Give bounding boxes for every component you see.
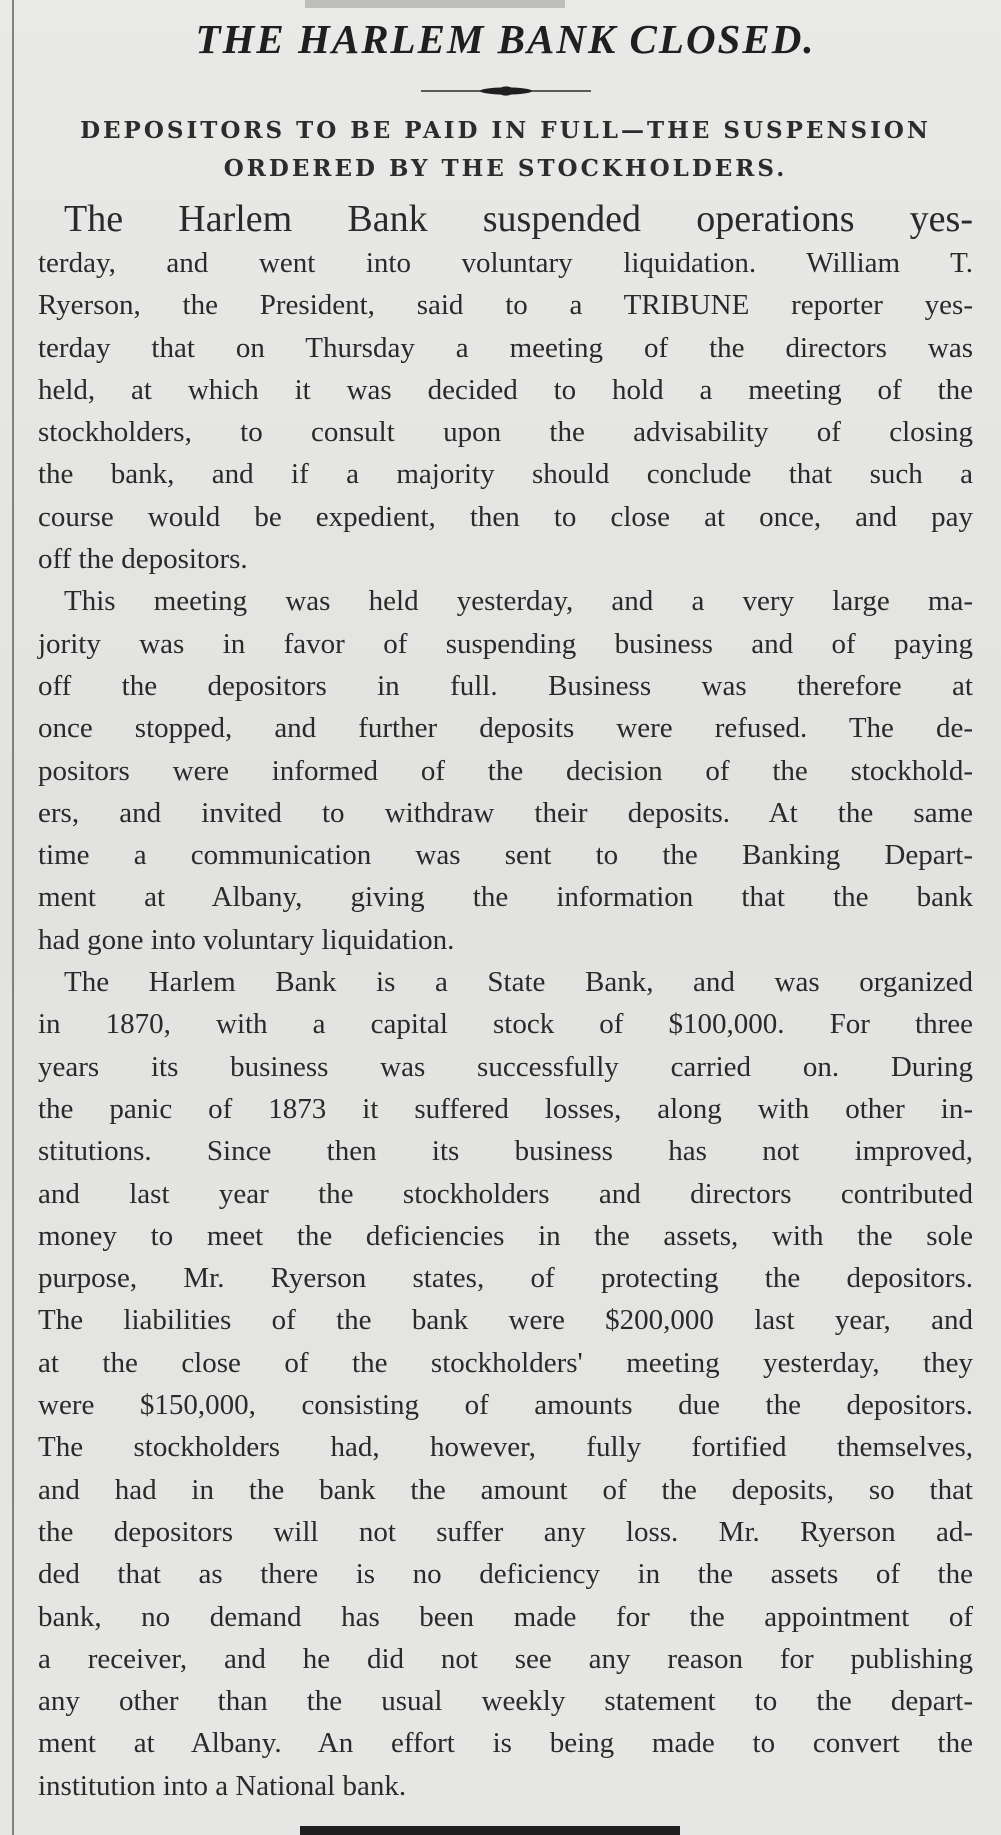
text-line: Ryerson, the President, said to a TRIBUNE reporter yes- — [38, 289, 973, 322]
text-line: The Harlem Bank is a State Bank, and was organized — [64, 966, 973, 999]
text-line: The stockholders had, however, fully fortified themselves, — [38, 1431, 973, 1464]
article — [38, 14, 973, 1807]
text-line: time a communication was sent to the Banking Depart- — [38, 839, 973, 872]
subheadline-line: DEPOSITORS TO BE PAID IN FULL—THE SUSPENSION — [80, 117, 931, 144]
text-line: and had in the bank the amount of the deposits, so that — [38, 1473, 973, 1506]
text-line: terday, and went into voluntary liquidation. William T. — [38, 247, 973, 279]
text-line: the panic of 1873 it suffered losses, along with other in- — [38, 1092, 973, 1125]
text-line: a receiver, and he did not see any reason for publishing — [38, 1642, 973, 1675]
subheadline-line: ORDERED BY THE STOCKHOLDERS. — [223, 155, 788, 182]
text-line: in 1870, with a capital stock of $100,000. For three — [38, 1008, 973, 1041]
column-rule — [12, 0, 14, 1835]
text-line: off the depositors in full. Business was therefore at — [38, 669, 973, 702]
top-rule-fragment — [305, 0, 565, 8]
text-line: ded that as there is no deficiency in the assets of the — [38, 1558, 973, 1591]
text-line: the depositors will not suffer any loss. Mr. Ryerson ad- — [38, 1515, 973, 1548]
subheadline — [38, 112, 973, 188]
text-line: purpose, Mr. Ryerson states, of protecting the depositors. — [38, 1262, 973, 1295]
text-line: at the close of the stockholders' meeting yesterday, they — [38, 1346, 973, 1379]
text-line: once stopped, and further deposits were refused. The de- — [38, 712, 973, 745]
text-line: course would be expedient, then to close at once, and pay — [38, 500, 973, 533]
text-line: ers, and invited to withdraw their deposits. At the same — [38, 796, 973, 829]
text-line: jority was in favor of suspending business and of paying — [38, 627, 973, 660]
paragraph-1 — [38, 196, 973, 580]
headline: THE HARLEM BANK CLOSED. — [195, 16, 816, 62]
text-line: any other than the usual weekly statement to the depart- — [38, 1685, 973, 1718]
text-line: and last year the stockholders and directors contributed — [38, 1177, 973, 1210]
text-line: terday that on Thursday a meeting of the directors was — [38, 331, 973, 364]
text-line: This meeting was held yesterday, and a very large ma- — [64, 585, 973, 618]
text-line: institution into a National bank. — [38, 1769, 407, 1802]
text-line: had gone into voluntary liquidation. — [38, 923, 455, 956]
text-line: positors were informed of the decision of the stockhold- — [38, 754, 973, 787]
text-line: money to meet the deficiencies in the assets, with the sole — [38, 1219, 973, 1252]
text-line: the bank, and if a majority should conclude that such a — [38, 458, 973, 491]
text-line: years its business was successfully carried on. During — [38, 1050, 973, 1083]
text-line: ment at Albany. An effort is being made to convert the — [38, 1727, 973, 1760]
text-line: The liabilities of the bank were $200,000 last year, and — [38, 1304, 973, 1337]
text-line: stitutions. Since then its business has not improved, — [38, 1135, 973, 1168]
ornament-divider — [421, 86, 591, 96]
bottom-rule — [300, 1826, 680, 1835]
text-line: ment at Albany, giving the information that the bank — [38, 881, 973, 914]
paragraph-3 — [38, 961, 973, 1807]
text-line: bank, no demand has been made for the appointment of — [38, 1600, 973, 1633]
text-line: held, at which it was decided to hold a meeting of the — [38, 373, 973, 406]
text-line: stockholders, to consult upon the advisability of closing — [38, 416, 973, 449]
paragraph-2 — [38, 580, 973, 961]
text-line: The Harlem Bank suspended operations yes- — [64, 198, 973, 240]
article-body — [38, 196, 973, 1807]
text-line: were $150,000, consisting of amounts due the depositors. — [38, 1389, 973, 1422]
text-line: off the depositors. — [38, 543, 248, 576]
